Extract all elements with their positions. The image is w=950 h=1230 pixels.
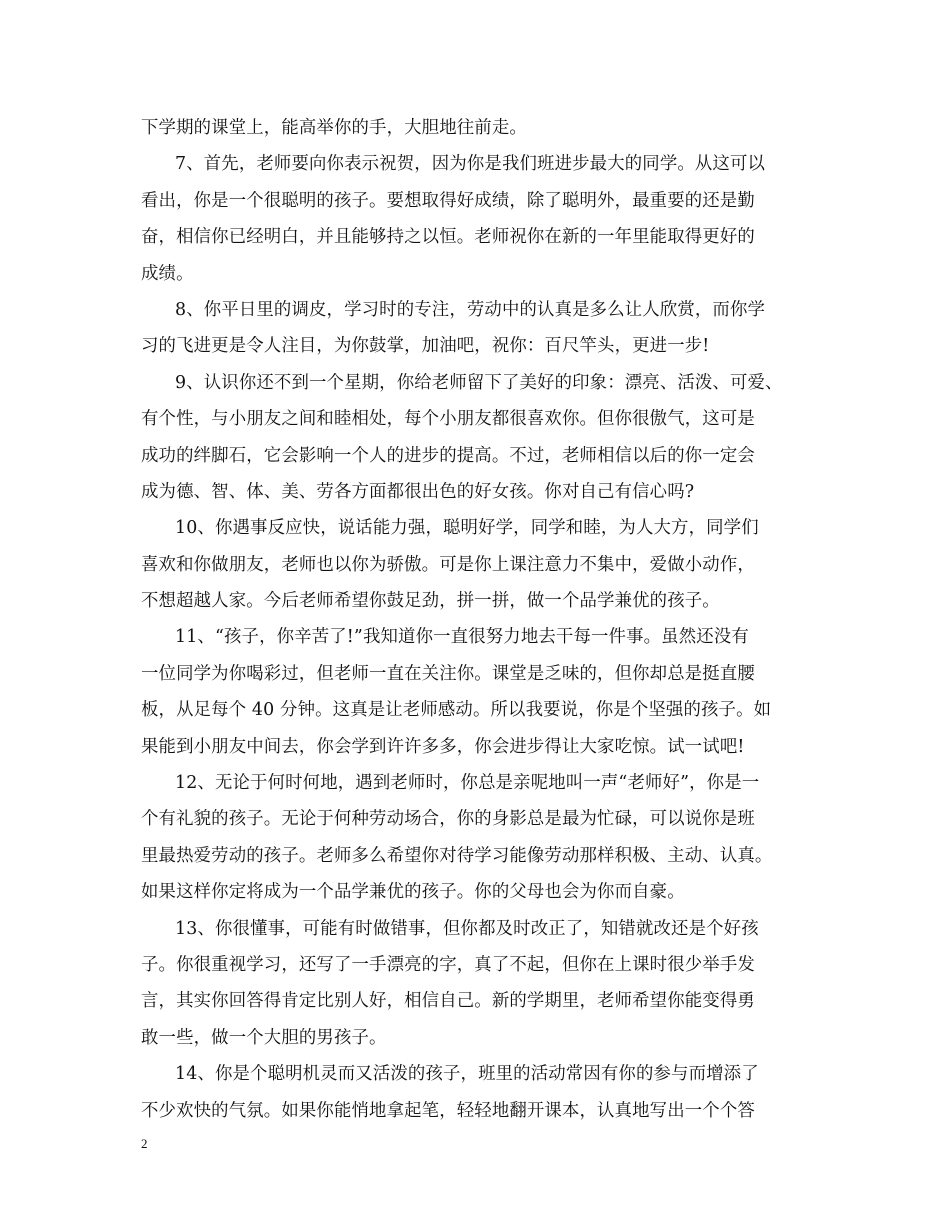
text-line: 个有礼貌的孩子。无论于何种劳动场合，你的身影总是最为忙碌，可以说你是班 — [141, 809, 755, 830]
paragraph-9 — [141, 365, 825, 511]
paragraph-8 — [141, 292, 825, 365]
paragraph-10 — [141, 510, 825, 619]
text-line: 看出，你是一个很聪明的孩子。要想取得好成绩，除了聪明外，最重要的还是勤 — [141, 190, 755, 211]
paragraph-11 — [141, 619, 825, 765]
text-line: 言，其实你回答得肯定比别人好，相信自己。新的学期里，老师希望你能变得勇 — [141, 991, 755, 1012]
text-line: 不少欢快的气氛。如果你能悄地拿起笔，轻轻地翻开课本，认真地写出一个个答 — [141, 1100, 755, 1121]
text-line: 有个性，与小朋友之间和睦相处，每个小朋友都很喜欢你。但你很傲气，这可是 — [141, 409, 755, 430]
text-line: 果能到小朋友中间去，你会学到许许多多，你会进步得让大家吃惊。试一试吧! — [141, 736, 745, 757]
text-line: 11、“孩子，你辛苦了!”我知道你一直很努力地去干每一件事。虽然还没有 — [175, 627, 749, 648]
text-line: 14、你是个聪明机灵而又活泼的孩子，班里的活动常因有你的参与而增添了 — [175, 1064, 759, 1085]
paragraph-14 — [141, 1056, 825, 1129]
paragraph-12 — [141, 765, 825, 911]
text-line: 7、首先，老师要向你表示祝贺，因为你是我们班进步最大的同学。从这可以 — [175, 154, 766, 175]
text-line: 13、你很懂事，可能有时做错事，但你都及时改正了，知错就改还是个好孩 — [175, 918, 759, 939]
text-line: 敢一些，做一个大胆的男孩子。 — [141, 1027, 387, 1048]
text-line: 8、你平日里的调皮，学习时的专注，劳动中的认真是多么让人欣赏，而你学 — [175, 299, 766, 320]
text-line: 成为德、智、体、美、劳各方面都很出色的好女孩。你对自己有信心吗? — [141, 481, 695, 502]
page-number: 2 — [141, 1136, 148, 1151]
text-line: 10、你遇事反应快，说话能力强，聪明好学，同学和睦，为人大方，同学们 — [175, 518, 759, 539]
text-line: 9、认识你还不到一个星期，你给老师留下了美好的印象：漂亮、活泼、可爱、 — [175, 372, 783, 393]
text-line: 不想超越人家。今后老师希望你鼓足劲，拼一拼，做一个品学兼优的孩子。 — [141, 591, 720, 612]
text-line: 习的飞进更是令人注目，为你鼓掌，加油吧，祝你：百尺竿头，更进一步! — [141, 336, 710, 357]
document-body — [141, 110, 825, 1129]
text-line: 奋，相信你已经明白，并且能够持之以恒。老师祝你在新的一年里能取得更好的 — [141, 227, 755, 248]
text-line: 12、无论于何时何地，遇到老师时，你总是亲呢地叫一声“老师好”，你是一 — [175, 773, 760, 794]
text-line: 成绩。 — [141, 263, 194, 284]
text-line: 下学期的课堂上，能高举你的手，大胆地往前走。 — [141, 118, 527, 138]
text-line: 一位同学为你喝彩过，但老师一直在关注你。课堂是乏味的，但你却总是挺直腰 — [141, 663, 755, 684]
text-line: 板，从足每个 40 分钟。这真是让老师感动。所以我要说，你是个坚强的孩子。如 — [141, 700, 772, 721]
paragraph-continuation — [141, 110, 825, 146]
text-line: 喜欢和你做朋友，老师也以你为骄傲。可是你上课注意力不集中，爱做小动作， — [141, 554, 755, 575]
text-line: 成功的绊脚石，它会影响一个人的进步的提高。不过，老师相信以后的你一定会 — [141, 445, 755, 466]
text-line: 里最热爱劳动的孩子。老师多么希望你对待学习能像劳动那样积极、主动、认真。 — [141, 845, 773, 866]
paragraph-13 — [141, 911, 825, 1057]
paragraph-7 — [141, 146, 825, 292]
text-line: 子。你很重视学习，还写了一手漂亮的字，真了不起，但你在上课时很少举手发 — [141, 954, 755, 975]
text-line: 如果这样你定将成为一个品学兼优的孩子。你的父母也会为你而自豪。 — [141, 882, 685, 903]
